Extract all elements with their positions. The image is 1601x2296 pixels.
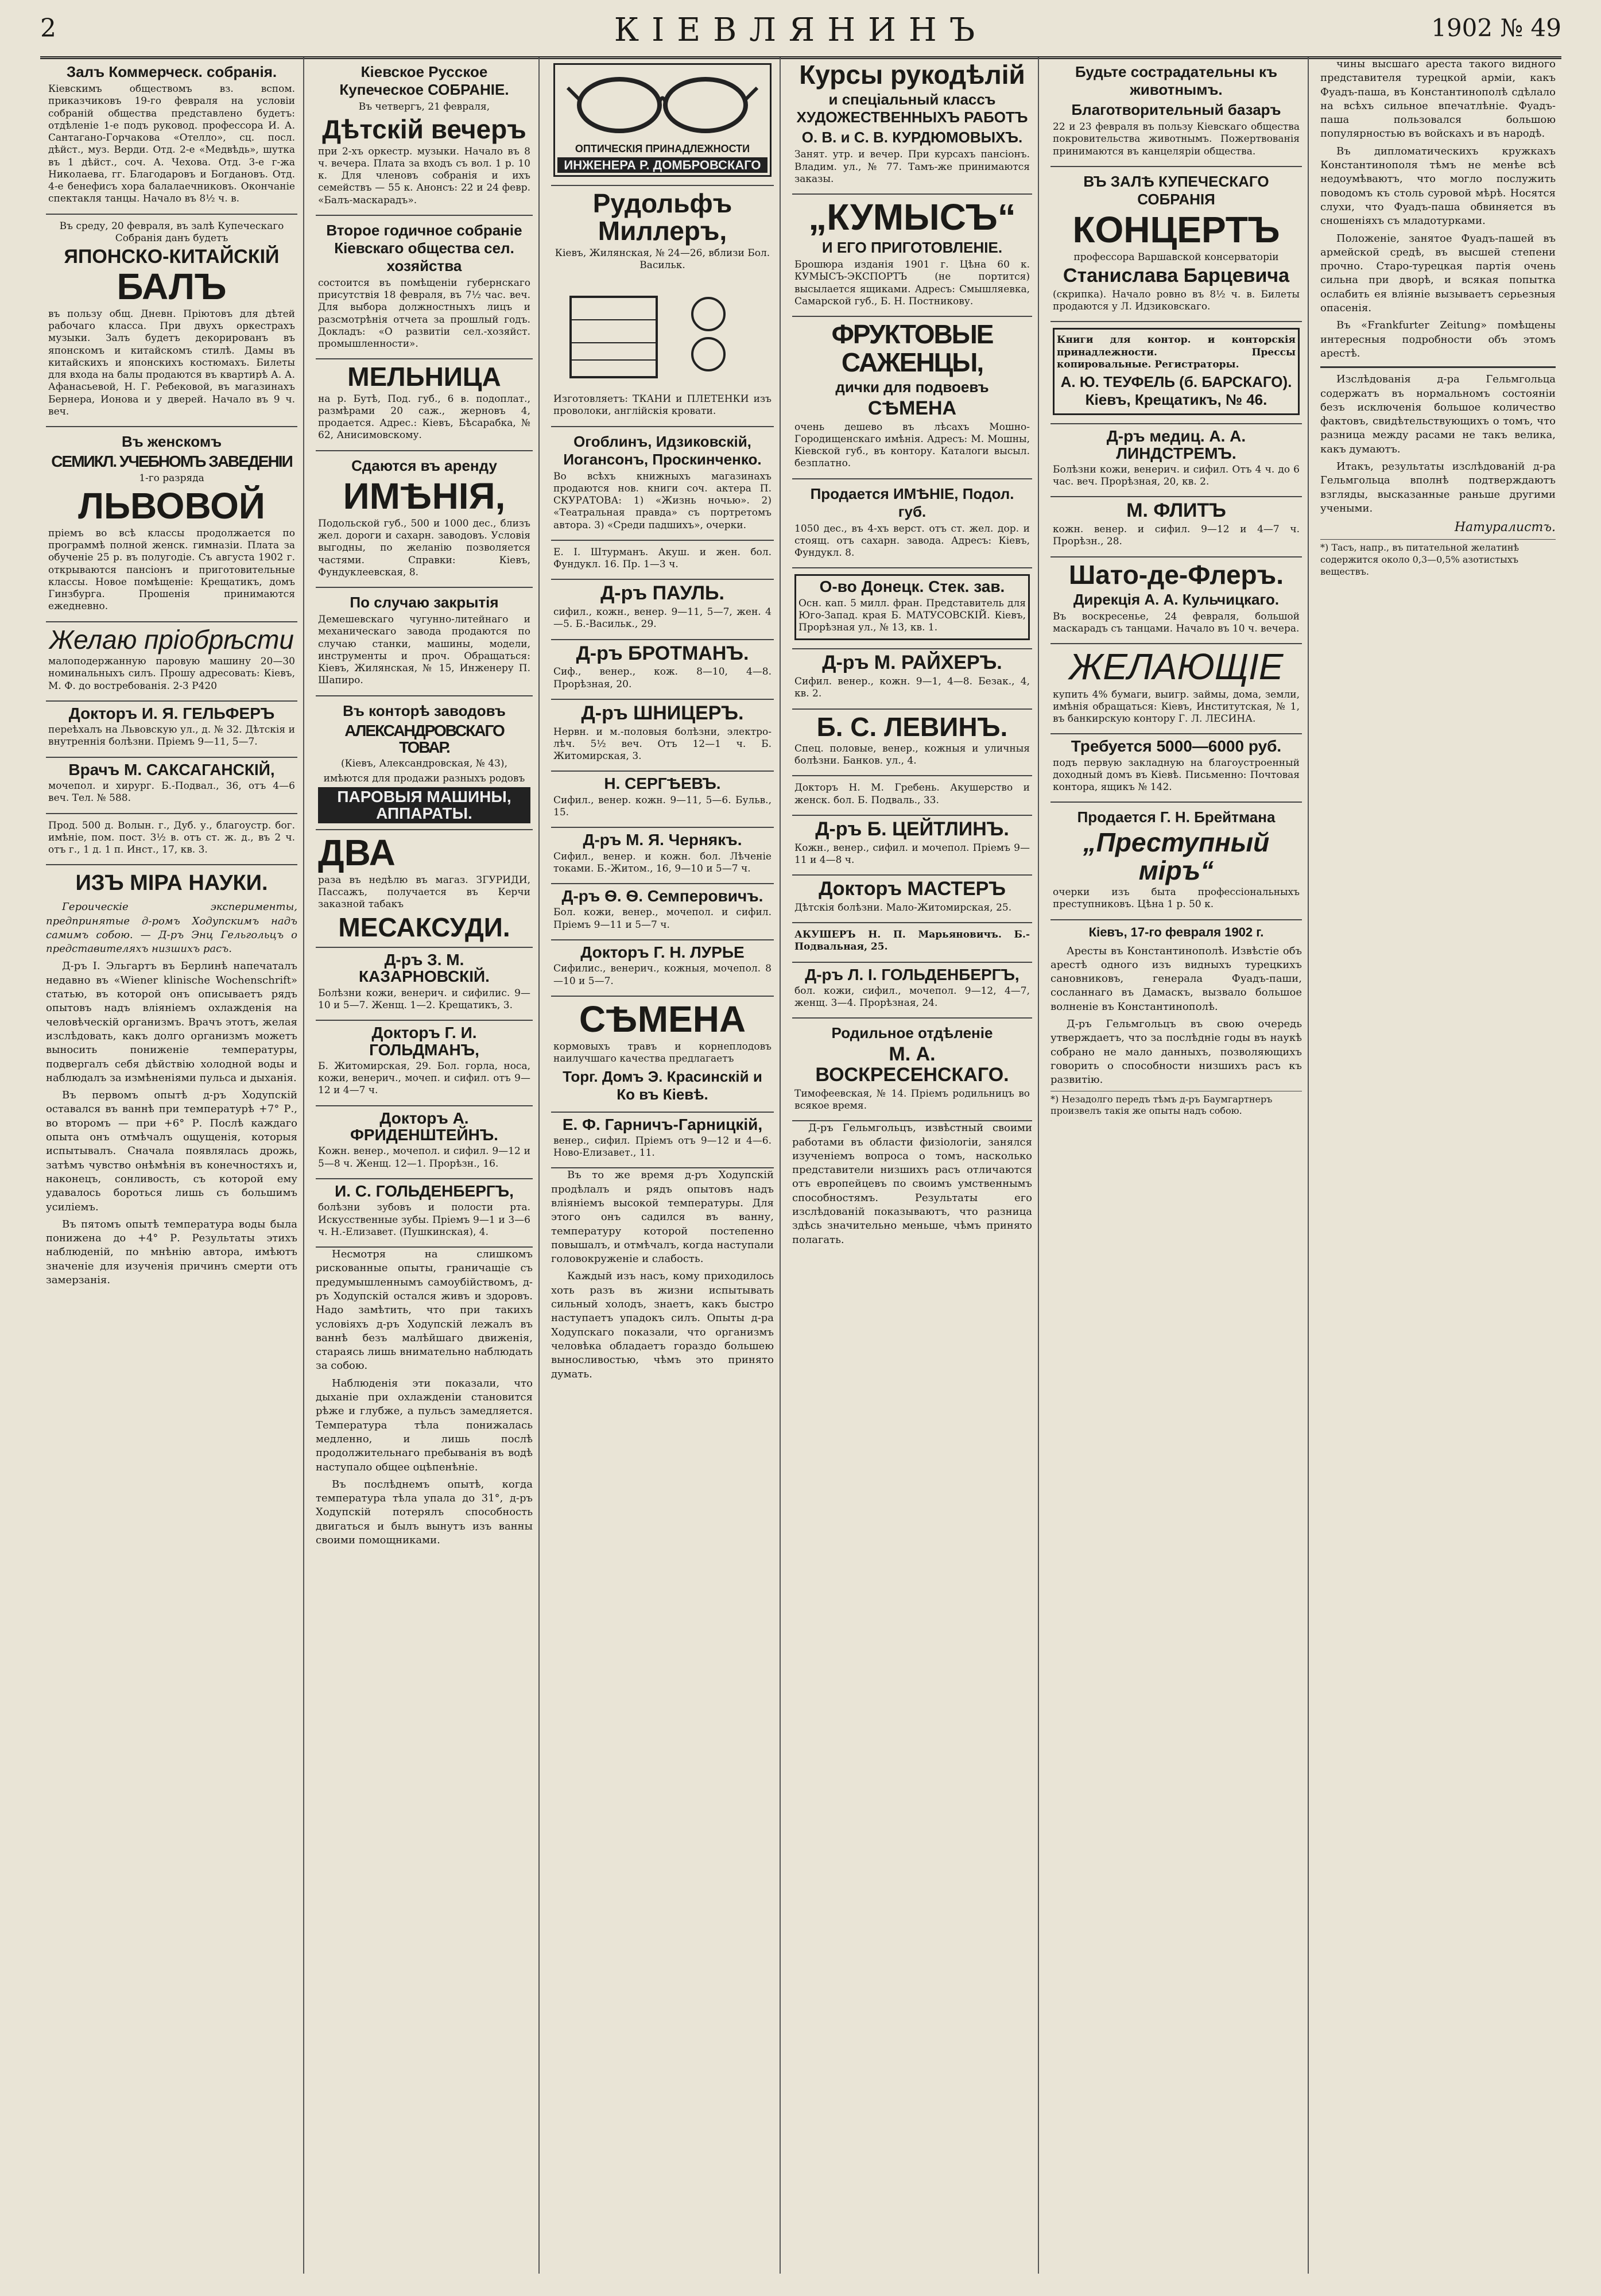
ad-title: СЕМИКЛ. УЧЕБНОМЪ ЗАВЕДЕНІИ (51, 452, 292, 471)
ad-title: Кіевское Русское Купеческое СОБРАНІЕ. (339, 63, 509, 98)
ad-text: АКУШЕРЪ Н. П. Марьяновичъ. Б.-Подвальная, 25. (794, 929, 1030, 953)
article-paragraph: Въ первомъ опытѣ д-ръ Ходупскій оставался въ ваннѣ при температурѣ +7° Р., во второмъ — при +6° Р. Послѣ каждаго опыта онъ отмѣчалъ ощущенія, которыя испытывалъ. Сначала появлялась дрожь, затѣмъ чувство онѣмѣнія въ конечностяхъ и, наконецъ, сонливость, съ которой ему удавалось бороться лишь съ большимъ усиліемъ. (46, 1089, 297, 1213)
page-number: 2 (40, 14, 56, 43)
ad-text: Докторъ Н. М. Гребень. Акушерство и женск. бол. Б. Подваль., 33. (794, 782, 1030, 806)
ad-title: М. ФЛИТЪ (1126, 500, 1226, 522)
ad-title: СѢМЕНА (867, 397, 957, 419)
column-4 (786, 57, 1039, 2274)
ad-firm: А. Ю. ТЕУФЕЛЬ (б. БАРСКАГО). Кіевъ, Крещатикъ, № 46. (1060, 373, 1292, 409)
ad-text: на р. Бутѣ, Под. губ., 6 в. подоплат., размѣрами 20 саж., жерновъ 4, продается. Адрес.: Кіевъ, Бѣсарабка, № 62, Анисимовскому. (318, 393, 530, 442)
ad-dentist-goldenberg (316, 1179, 533, 1248)
ad-doctor-brotman (551, 640, 774, 700)
ad-doctor-raikher (792, 649, 1032, 709)
ad-text: Кіевъ, Жилянская, № 24—26, вблизи Бол. Васильк. (555, 247, 770, 271)
ad-text: венер., сифил. Пріемъ отъ 9—12 и 4—6. Ново-Елизавет., 11. (553, 1135, 772, 1159)
ad-text: кормовыхъ травъ и корнеплодовъ наилучшаго качества предлагаетъ (553, 1041, 772, 1065)
ad-subtitle: Сдаются въ аренду (351, 456, 497, 474)
ad-title: МЕСАКСУДИ. (338, 912, 510, 942)
article-paragraph: Д-ръ Гельмгольцъ въ свою очередь утверждаетъ, что за послѣдніе годы въ наукѣ собрано не мало данныхъ, позволяющихъ говорить о способности низшихъ расъ къ развитію. (1050, 1018, 1302, 1086)
ad-subtitle: 1-го разряда (139, 472, 204, 484)
ad-doctor-lurie (551, 940, 774, 997)
ad-text: пріемъ во всѣ классы продолжается по программѣ полной женск. гимназіи. Плата за обученіе 25 р. въ полугодіе. Съ августа 1902 г. открываются пансіонъ и приготовительные классы. Новое помѣщеніе: Крещатикъ, домъ Гинзбурга. Прошенія принимаются ежедневно. (48, 527, 295, 613)
ad-title: ПАРОВЫЯ МАШИНЫ, АППАРАТЫ. (318, 787, 530, 823)
ad-merchant-club (316, 57, 533, 216)
ad-estate-for-sale (792, 479, 1032, 569)
author-signature: Натуралистъ. (1454, 520, 1556, 535)
ad-title: ЯПОНСКО-КИТАЙСКІЙ (64, 246, 280, 268)
ad-text: 22 и 23 февраля въ пользу Кіевскаго общества покровительства животнымъ. Пожертвованія принимаются въ канцеляріи общества. (1053, 121, 1300, 157)
ad-subtitle: Родильное отдѣленіе (831, 1024, 993, 1042)
ad-text: Б. Житомирская, 29. Бол. горла, носа, кожи, венерич., мочеп. и сифил. отъ 9—12 и 4—7 ч. (318, 1060, 530, 1097)
ad-text: Сифил., венер. и кожн. бол. Лѣченіе токами. Б.-Житом., 16, 9—10 и 5—7 ч. (553, 850, 772, 874)
ad-school (46, 427, 297, 622)
ad-doctor-levin (792, 710, 1032, 777)
ad-agriculture-meeting (316, 216, 533, 360)
ad-title: Огоблинъ, Идзиковскій, Иогансонъ, Проскинченко. (563, 432, 762, 468)
ad-text: очень дешево въ лѣсахъ Мошно-Городищенскаго имѣнія. Адресъ: М. Мошны, Кіевской губ., въ контору. Каталоги высыл. безплатно. (794, 421, 1030, 470)
ad-subtitle: Дирекція А. А. Кульчицкаго. (1073, 590, 1280, 608)
ad-book-criminal-world (1050, 803, 1302, 920)
ad-doctor-goldenberg (792, 963, 1032, 1019)
ad-title: Шато-де-Флеръ. (1069, 559, 1284, 590)
ad-doctor-semperovich (551, 884, 774, 940)
ad-title: БАЛЪ (117, 265, 227, 307)
ad-subtitle: Въ конторѣ заводовъ (343, 702, 506, 719)
ad-title: Докторъ МАСТЕРЪ (819, 878, 1006, 900)
ad-title: Будьте сострадательны къ животнымъ. (1075, 63, 1278, 98)
article-paragraph: Д-ръ Гельмгольцъ, извѣстный своими работами въ области физіологіи, занялся изученіемъ вопроса о томъ, насколько представители низшихъ расъ отличаются отъ европейцевъ по своимъ умственнымъ способностямъ. Результаты его изслѣдованій показываютъ, что разница здѣсь значительно меньше, чѣмъ принято полагать. (792, 1122, 1032, 1246)
dateline: Кіевъ, 17-го февраля 1902 г. (1088, 924, 1264, 939)
article-paragraph: Несмотря на слишкомъ рискованные опыты, граничащіе съ предумышленнымъ самоубійствомъ, д-ръ Ходупскій остался живъ и здоровъ. Надо замѣтить, что при такихъ условіяхъ д-ръ Ходупскій лежалъ въ ваннѣ безъ малѣйшаго движенія, стараясь лишь внимательно наблюдать за собою. (316, 1248, 533, 1372)
ad-bank-office (1050, 644, 1302, 734)
ad-title: Д-ръ ПАУЛЬ. (600, 582, 724, 605)
ad-chateau-de-fleur (1050, 557, 1302, 645)
ad-title: Н. СЕРГѢЕВЪ. (604, 775, 721, 793)
column-5 (1045, 57, 1309, 2274)
ad-rudolf-miller (551, 186, 774, 427)
ad-title: Докторъ И. Я. ГЕЛЬФЕРЪ (68, 704, 275, 722)
ad-text: Брошюра изданія 1901 г. Цѣна 60 к. КУМЫСЪ-ЭКСПОРТЪ (не портится) высылается ящиками. Адресъ: Смышляевка, Самарской губ., Б. Н. Постникову. (794, 259, 1030, 307)
ad-text: Дѣтскія болѣзни. Мало-Житомирская, 25. (794, 901, 1012, 913)
ad-maternity (792, 1019, 1032, 1121)
ad-title: ФРУКТОВЫЕ САЖЕНЦЫ, (831, 319, 993, 377)
ad-estate-sale (46, 814, 297, 866)
ad-doctor-garnich (551, 1113, 774, 1169)
ad-text: бол. кожи, сифил., мочепол. 9—12, 4—7, женщ. 3—4. Прорѣзная, 24. (794, 985, 1030, 1009)
ad-text: имѣются для продажи разныхъ родовъ (323, 772, 525, 784)
article-paragraph: Въ послѣднемъ опытѣ, когда температура тѣла упала до 31°, д-ръ Ходупскій потерялъ способность двигаться и былъ вынутъ изъ ванны своими помощниками. (316, 1478, 533, 1546)
ad-text: Демешевскаго чугунно-литейнаго и механическаго завода продаются по случаю станки, машины, модели, инструменты и проч. Обращаться: Кіевъ, Жилянская, № 15, Инженеру П. Шапиро. (318, 614, 530, 687)
ad-doctor-gelfer (46, 702, 297, 758)
ad-needlework-courses (792, 57, 1032, 195)
column-1 (40, 57, 304, 2274)
ad-text: Сифил. венер., кожн. 9—1, 4—8. Безак., 4, кв. 2. (794, 676, 1030, 700)
science-article-continued (792, 1121, 1032, 1247)
article-title: ИЗЪ МІРА НАУКИ. (75, 871, 268, 896)
bed-frame-icon (553, 274, 772, 389)
ad-text: Болѣзни кожи, венерич. и сифил. Отъ 4 ч. до 6 час. веч. Прорѣзная, 20, кв. 2. (1053, 463, 1300, 488)
ad-seeds (551, 997, 774, 1113)
ad-text: Изготовляетъ: ТКАНИ и ПЛЕТЕНКИ изъ проволоки, англійскія кровати. (553, 393, 772, 417)
ad-text: (Кіевъ, Александровская, № 43), (341, 758, 507, 770)
ad-title: ИМѢНІЯ, (343, 475, 506, 517)
ad-text: Подольской губ., 500 и 1000 дес., близъ жел. дороги и сахарн. заводовъ. Условія выгодны, по желанію позволяется частями. Справки: Кіевъ, Фундуклеевская, 8. (318, 517, 530, 578)
issue-number: 1902 № 49 (1431, 14, 1561, 42)
ad-doctor-shnitzer (551, 700, 774, 772)
article-paragraph: Въ «Frankfurter Zeitung» помѣщены интересныя подробности объ этомъ арестѣ. (1320, 319, 1556, 359)
ad-text: раза въ недѣлю въ магаз. ЗГУРИДИ, Пассажъ, получается въ Керчи заказной табакъ (318, 874, 530, 911)
ad-doctor-paul (551, 580, 774, 640)
column-6 (1315, 57, 1561, 2274)
ad-subtitle: и спеціальный классъ ХУДОЖЕСТВЕННЫХЪ РАБОТЪ (796, 91, 1028, 126)
ad-firm: Торг. Домъ Э. Красинскій и Ко въ Кіевѣ. (563, 1067, 762, 1103)
science-article-continued (551, 1168, 774, 1381)
ad-title: КОНЦЕРТЪ (1072, 208, 1280, 250)
ad-text: Кожн. венер., мочепол. и сифил. 9—12 и 5—8 ч. Женщ. 12—1. Прорѣзн., 16. (318, 1145, 530, 1170)
ad-subtitle: ВЪ ЗАЛѢ КУПЕЧЕСКАГО СОБРАНІЯ (1083, 172, 1269, 208)
ad-optician (551, 57, 774, 186)
ad-kumys (792, 195, 1032, 317)
ad-subtitle: И ЕГО ПРИГОТОВЛЕНІЕ. (821, 239, 1003, 257)
ad-title: Е. Ф. Гарничъ-Гарницкій, (562, 1115, 763, 1133)
ad-wish-buy (46, 622, 297, 702)
ad-title: Докторъ Г. Н. ЛУРЬЕ (580, 943, 745, 961)
ad-title: Д-ръ Ѳ. Ѳ. Семперовичъ. (561, 887, 763, 905)
ad-text: болѣзни зубовъ и полости рта. Искусственные зубы. Пріемъ 9—1 и 3—6 ч. Н.-Елизавет. (Пушкинская), 4. (318, 1202, 530, 1238)
ad-title: „КУМЫСЪ“ (808, 196, 1016, 238)
science-article-continued (1320, 366, 1556, 578)
ad-title: ЛЬВОВОЙ (78, 485, 265, 526)
ad-text: Сифилис., венерич., кожныя, мочепол. 8—10 и 5—7. (553, 963, 772, 987)
article-paragraph: Положеніе, занятое Фуадъ-пашей въ армейской средѣ, въ высшей степени прочно. Старо-турецкая партія очень сильна при дворѣ, и всякая попытка ослабить ея вліяніе вызываетъ серьезныя опасенія. (1320, 232, 1556, 315)
ad-doctor-greben (792, 776, 1032, 816)
ad-title: Д-ръ З. М. КАЗАРНОВСКІЙ. (359, 950, 490, 986)
ad-text: 1050 дес., въ 4-хъ верст. отъ ст. жел. дор. и стоящ. отъ сахарн. завода. Адресъ: Кіевъ, Фундукл. 8. (794, 522, 1030, 559)
ad-title: ДВА (318, 831, 396, 873)
ad-text: Въ четвергъ, 21 февраля, (358, 101, 490, 113)
article-paragraph: Аресты въ Константинополѣ. Извѣстіе объ арестѣ одного изъ видныхъ турецкихъ сановниковъ, генерала Фуадъ-паши, сосланнаго въ Дамаскъ, вызвало большое волненіе въ Константинополѣ. (1050, 944, 1302, 1013)
ad-text: при 2-хъ оркестр. музыки. Начало въ 8 ч. вечера. Плата за входъ съ вол. 1 р. 10 к. Для членовъ собранія и ихъ семействъ — 55 к. Анонсъ: 22 и 24 февр. «Балъ-маскарадъ». (318, 145, 530, 206)
ad-title: Д-ръ медиц. А. А. ЛИНДСТРЕМЪ. (1106, 427, 1246, 462)
ad-title: СѢМЕНА (579, 998, 746, 1040)
ad-title: Д-ръ Б. ЦЕЙТЛИНЪ. (815, 818, 1009, 840)
editorial-article-continued (1320, 57, 1556, 361)
ad-title: Требуется 5000—6000 руб. (1071, 737, 1282, 756)
ad-title: Докторъ Г. И. ГОЛЬДМАНЪ, (369, 1024, 479, 1059)
ad-text: переѣхалъ на Львовскую ул., д. № 32. Дѣтскія и внутреннія болѣзни. Пріемъ 9—11, 5—7. (48, 724, 295, 748)
ad-text: Прод. 500 д. Волын. г., Дуб. у., благоустр. бог. имѣніе, пом. пост. 3½ в. отъ ст. ж. д., въ 2 ч. отъ г., 1 д. 1 п. Инст., 17, кв. 3. (48, 819, 295, 856)
ad-title: О-во Донецк. Стек. зав. (819, 578, 1005, 596)
ad-text: мочепол. и хирург. Б.-Подвал., 36, отъ 4—6 веч. Тел. № 588. (48, 780, 295, 804)
ad-japanese-ball (46, 215, 297, 428)
ad-title: АЛЕКСАНДРОВСКАГО ТОВАР. (344, 721, 504, 756)
footnote: *) Тасъ, напр., въ питательной желатинѣ содержится около 0,3—0,5% азотистыхъ веществъ. (1320, 539, 1556, 578)
column-3 (545, 57, 781, 2274)
ad-text: Тимофеевская, № 14. Пріемъ родильницъ во всякое время. (794, 1087, 1030, 1112)
ad-doctor-chernyak (551, 828, 774, 884)
ad-title: Дѣтскій вечеръ (322, 114, 526, 145)
ad-title: Продается ИМѢНІЕ, Подол. губ. (810, 485, 1014, 520)
science-article-continued (316, 1248, 533, 1547)
article-paragraph: Въ то же время д-ръ Ходупскій продѣлалъ и рядъ опытовъ надъ вліяніемъ высокой температуры. Для этого онъ садился въ ванну, температуру которой постепенно повышалъ, и отмѣчалъ, когда наступали головокруженіе и слабость. (551, 1169, 774, 1265)
ad-text: Болѣзни кожи, венерич. и сифилис. 9—10 и 5—7. Женщ. 1—2. Крещатикъ, 3. (318, 987, 530, 1011)
science-article (46, 871, 297, 1287)
ad-title: ЖЕЛАЮЩІЕ (1069, 646, 1284, 688)
ad-text: Спец. половые, венер., кожныя и уличныя болѣзни. Банков. ул., 4. (794, 742, 1030, 767)
ad-doctor-kazarnovsky (316, 948, 533, 1021)
article-lead: Героическіе эксперименты, предпринятые д-ромъ Ходупскимъ надъ самимъ собою. — Д-ръ Энц Гельгольцъ о представителяхъ низшихъ расъ. (46, 901, 297, 955)
article-paragraph: Въ пятомъ опытѣ температура воды была понижена до +4° Р. Результаты этихъ наблюденій, по мнѣнію автора, имѣютъ значеніе для изученія причинъ смерти отъ замерзанія. (46, 1218, 297, 1286)
ad-doctor-lindstrem (1050, 424, 1302, 497)
ad-doctor-sergeev (551, 772, 774, 828)
ad-title: МЕЛЬНИЦА (347, 362, 501, 392)
ad-text: въ пользу общ. Дневн. Пріютовъ для дѣтей рабочаго класса. При двухъ оркестрахъ музыки. Залъ будетъ декорированъ въ японскомъ и китайскомъ стилѣ. Дамы въ китайскихъ и японскихъ костюмахъ. Билеты для входа на балы продаются въ квартирѣ А. А. Афанасьевой, Н. Г. Ребековой, въ магазинахъ Бернера, Ионова и у дверей. Начало въ 9 ч. веч. (48, 308, 295, 417)
ad-text: малоподержанную паровую машину 20—30 номинальныхъ силъ. Прошу адресовать: Кіевъ, М. Ф. до востребованія. 2-3 Р420 (48, 656, 295, 692)
column-2 (310, 57, 540, 2274)
ad-title: Желаю пріобрѣсти (49, 624, 294, 655)
article-paragraph: Д-ръ I. Эльгартъ въ Берлинѣ напечаталъ недавно въ «Wiener klinische Wochenschrift» статью, въ которой онъ описываетъ рядъ опытовъ надъ вліяніемъ охлажденія на человѣческій организмъ. Врачъ этотъ, желая изслѣдовать, какъ долго организмъ можетъ выносить пониженіе температуры, подвергалъ себя дѣйствію холодной воды и наблюдалъ за измѣненіями пульса и дыханія. (46, 960, 297, 1084)
ad-performer: Станислава Барцевича (1063, 265, 1290, 287)
ad-title: По случаю закрытія (350, 594, 499, 611)
ad-text: Бол. кожи, венер., мочепол. и сифил. Пріемъ 9—11 и 5—7 ч. (553, 907, 772, 931)
ad-doctor-goldman (316, 1021, 533, 1106)
ad-title: Б. С. ЛЕВИНЪ. (816, 711, 1008, 742)
ad-text: Кожн., венер., сифил. и мочепол. Пріемъ 9—11 и 4—8 ч. (794, 842, 1030, 866)
ad-title: Д-ръ БРОТМАНЪ. (576, 642, 749, 664)
ad-text: подъ первую закладную на благоустроенный доходный домъ въ Кіевѣ. Письменно: Почтовая контора, ящикъ № 142. (1053, 757, 1300, 793)
masthead (40, 11, 1561, 59)
ad-doctor-tseitlin (792, 816, 1032, 876)
ad-loan (1050, 734, 1302, 803)
ad-title: „Преступный міръ“ (1083, 827, 1270, 885)
ad-obstetrician (792, 923, 1032, 963)
ad-estates-rent (316, 451, 533, 588)
ad-fruit-saplings (792, 317, 1032, 479)
ad-doctor-saksagansky (46, 758, 297, 814)
ad-title: Д-ръ М. РАЙХЕРЪ. (822, 652, 1002, 674)
ad-title: Залъ Коммерческ. собранія. (66, 63, 277, 80)
ad-text: Въ воскресенье, 24 февраля, большой маскарадъ съ танцами. Начало въ 10 ч. вечера. (1053, 610, 1300, 635)
ad-text: Кіевскимъ обществомъ вз. вспом. приказчиковъ 19-го февраля на условіи собраній общества представлено будетъ: отдѣленіе 1-е подъ руковод. профессора И. А. Сантагано-Горчакова «Отелло», сц. посл. дѣйст., муз. Верди. Отд. 2-е «Медвѣдь», шутка въ 1 дѣйст., соч. А. Чехова. Отд. 3-е г-жа Николаева, гг. Благодаровъ и Богдановъ. Отд. 4-е бенефисъ хора балалаечниковъ. Окончаніе спектакля танцы. Начало въ 8½ ч. в. (48, 83, 295, 205)
ad-doctor-flit (1050, 497, 1302, 557)
ad-tobacco (316, 830, 533, 948)
ad-text: Въ среду, 20 февраля, въ залѣ Купеческаго Собранія данъ будетъ (59, 220, 284, 244)
ad-title: И. С. ГОЛЬДЕНБЕРГЪ, (335, 1182, 514, 1200)
ad-text: Занят. утр. и вечер. При курсахъ пансіонъ. Владим. ул., № 77. Тамъ-же принимаются заказы. (794, 149, 1030, 185)
ad-text: (скрипка). Начало ровно въ 8½ ч. в. Билеты продаются у Л. Идзиковскаго. (1053, 288, 1300, 313)
ad-title: Д-ръ Л. І. ГОЛЬДЕНБЕРГЪ, (805, 965, 1019, 984)
editorial-article (1050, 925, 1302, 1118)
ad-text: Во всѣхъ книжныхъ магазинахъ продаются нов. книги соч. актера П. СКУРАТОВА: 1) «Жизнь ночью». 2) «Театральная правда» съ портретомъ автора. 3) «Среди падшихъ», очерки. (553, 470, 772, 531)
ad-title: Въ женскомъ (121, 433, 222, 451)
ad-title: Рудольфъ Миллеръ, (592, 188, 732, 246)
ad-subtitle: дички для подвоевъ (835, 378, 989, 396)
ad-title: Д-ръ М. Я. Чернякъ. (583, 831, 742, 849)
ad-title: ИНЖЕНЕРА Р. ДОМБРОВСКАГО (557, 157, 767, 173)
ad-book-firm (551, 427, 774, 541)
article-paragraph: Каждый изъ насъ, кому приходилось хоть разъ въ жизни испытывать сильный холодъ, знаетъ, какъ быстро наступаетъ упадокъ силъ. Опыты д-ра Ходупскаго показали, что организмъ человѣка обладаетъ гораздо большею выносливостью, чѣмъ это принято думать. (551, 1270, 774, 1380)
ad-glass-company (792, 568, 1032, 649)
ad-doctor-master (792, 876, 1032, 923)
newspaper-title: КІЕВЛЯНИНЪ (614, 11, 988, 49)
footnote: *) Незадолго передъ тѣмъ д-ръ Баумгартнеръ произвелъ такія же опыты надъ собою. (1050, 1091, 1302, 1118)
ad-text: сифил., кожн., венер. 9—11, 5—7, жен. 4—5. Б.-Васильк., 29. (553, 606, 772, 630)
ad-office-supplies (1050, 322, 1302, 424)
ad-commerce-hall (46, 57, 297, 215)
ad-text: состоится въ помѣщеніи губернскаго присутствія 18 февраля, въ 7½ час. веч. Для выбора должностныхъ лицъ и разсмотрѣнія отчета за прошлый годъ. Докладъ: «О развитіи сел.-хозяйст. промышленности». (318, 277, 530, 350)
ad-title: М. А. ВОСКРЕСЕНСКАГО. (815, 1043, 1009, 1086)
ad-title: Второе годичное собраніе Кіевскаго общества сел. хозяйства (326, 221, 522, 274)
article-paragraph: чины высшаго ареста такого видного представителя турецкой арміи, какъ Фуадъ-паша, въ Константинополѣ сдѣлало на всѣхъ сильное впечатлѣніе. Фуадъ-паша пользовался большою популярностью въ войскахъ и въ народѣ. (1320, 58, 1556, 140)
article-paragraph: Итакъ, результаты изслѣдованій д-ра Гельмгольца вполнѣ подтверждаютъ взгляды, высказанные раньше другими учеными. (1320, 460, 1556, 514)
eyeglasses-icon (565, 71, 760, 140)
ad-concert (1050, 167, 1302, 323)
ad-names: О. В. и С. В. КУРДЮМОВЫХЪ. (801, 129, 1023, 146)
ad-subtitle: Продается Г. Н. Брейтмана (1077, 808, 1276, 826)
ad-doctor-shturman (551, 541, 774, 580)
ad-text: Осн. кап. 5 милл. фран. Представитель для Юго-Запад. края Б. МАТУСОВСКІЙ. Кіевъ, Прорѣзная ул., № 13, кв. 1. (798, 597, 1026, 634)
article-paragraph: Наблюденія эти показали, что дыханіе при охлажденіи становится рѣже и глубже, а пульсъ замедляется. Температура тѣла понижалась медленно, и лишь послѣ продолжительнаго пребыванія въ водѣ наступало общее оцѣпенѣніе. (316, 1377, 533, 1473)
ad-title: Д-ръ ШНИЦЕРЪ. (581, 702, 744, 724)
ad-text: купить 4% бумаги, выигр. займы, дома, земли, имѣнія обращаться: Кіевъ, Институтская, № 1, въ банкирскую контору Г. Л. ЛЕСИНА. (1053, 688, 1300, 725)
ad-text: Сифил., венер. кожн. 9—11, 5—6. Бульв., 15. (553, 794, 772, 818)
ad-animal-bazaar (1050, 57, 1302, 167)
ad-text: профессора Варшавской консерваторіи (1073, 251, 1279, 263)
ad-text: кожн. венер. и сифил. 9—12 и 4—7 ч. Прорѣзн., 28. (1053, 524, 1300, 548)
ad-doctor-friedenstein (316, 1106, 533, 1179)
ad-mill (316, 359, 533, 451)
ad-subtitle: Благотворительный базаръ (1071, 101, 1281, 118)
ad-subtitle: ОПТИЧЕСКІЯ ПРИНАДЛЕЖНОСТИ (575, 143, 750, 154)
ad-title: Докторъ А. ФРИДЕНШТЕЙНЪ. (350, 1109, 498, 1144)
article-paragraph: Въ дипломатическихъ кружкахъ Константинополя тѣмъ не менѣе всѣ недоумѣваютъ, что могло послужить поводомъ къ столь суровой мѣрѣ. Носятся слухи, что Фуадъ-паша обвиняется въ сношеніяхъ съ младотурками. (1320, 145, 1556, 227)
ad-text: Нервн. и м.-половыя болѣзни, электро-лѣч. 5½ веч. Отъ 12—1 ч. Б. Житомирская, 3. (553, 726, 772, 762)
ad-text: Е. І. Штурманъ. Акуш. и жен. бол. Фундукл. 16. Пр. 1—3 ч. (553, 546, 772, 571)
ad-text: Сиф., венер., кож. 8—10, 4—8. Прорѣзная, 20. (553, 666, 772, 690)
ad-factory-closing (316, 588, 533, 696)
article-paragraph: Изслѣдованія д-ра Гельмгольца содержатъ въ нормальномъ состояніи безъ исключенія большое количество фактовъ, свидѣтельствующихъ о томъ, что разница между расами не такъ велика, какъ думаютъ. (1320, 373, 1556, 455)
ad-text: очерки изъ быта профессіональныхъ преступниковъ. Цѣна 1 р. 50 к. (1053, 886, 1300, 911)
ad-title: Курсы рукодѣлій (799, 60, 1025, 90)
ad-text: Книги для контор. и конторскія принадлежности. Прессы копировальные. Регистраторы. (1057, 334, 1296, 370)
ad-alexandrovsky-machines (316, 696, 533, 830)
ad-title: Врачъ М. САКСАГАНСКІЙ, (68, 760, 275, 779)
